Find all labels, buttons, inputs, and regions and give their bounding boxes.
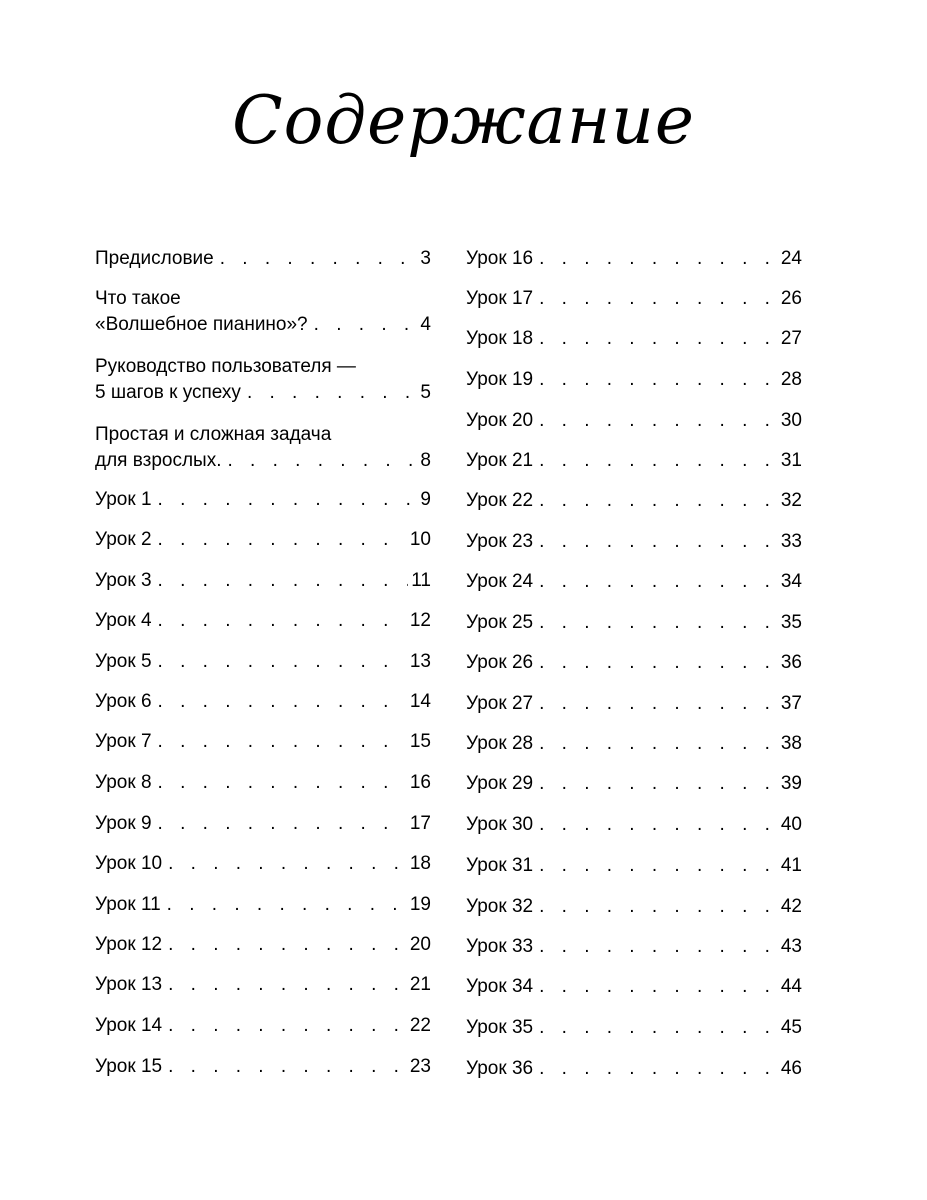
toc-entry-title: Урок 23 [466,531,534,552]
toc-leader-dots [228,448,418,474]
toc-entry-page: 44 [780,976,802,997]
toc-leader-dots [158,487,418,513]
toc-entry-lesson-33[interactable] [466,934,802,960]
toc-entry-page: 32 [780,490,802,511]
toc-entry-page: 28 [780,369,802,390]
toc-leader-dots [168,932,407,958]
toc-leader-dots [539,853,778,879]
toc-entry-page: 4 [420,314,431,335]
toc-entry-lesson-19[interactable] [466,367,802,393]
toc-entry-title: Урок 30 [466,814,534,835]
toc-entry-title: Урок 26 [466,652,534,673]
toc-entry-title: Предисловие [95,248,214,269]
toc-entry-lesson-29[interactable] [466,771,802,797]
toc-entry-title: Урок 5 [95,651,152,672]
page-title: Содержание [232,82,695,159]
toc-entry-lesson-34[interactable] [466,974,802,1000]
toc-entry-page: 3 [420,248,431,269]
toc-entry-task[interactable] [95,422,431,474]
toc-entry-title: 5 шагов к успеху [95,382,241,403]
toc-entry-title: Урок 25 [466,612,534,633]
toc-entry-lesson-17[interactable] [466,286,802,312]
toc-leader-dots [539,731,778,757]
toc-entry-lesson-5[interactable] [95,649,431,675]
toc-entry-page: 26 [780,288,802,309]
toc-leader-dots [539,771,778,797]
toc-leader-dots [168,972,407,998]
toc-entry-page: 40 [780,814,802,835]
toc-entry-page: 9 [420,489,431,510]
toc-entry-lesson-11[interactable] [95,892,431,918]
toc-entry-what-is[interactable] [95,286,431,338]
toc-entry-page: 5 [420,382,431,403]
toc-entry-title: Урок 24 [466,571,534,592]
toc-entry-lesson-6[interactable] [95,689,431,715]
toc-entry-page: 34 [780,571,802,592]
toc-leader-dots [158,527,407,553]
toc-entry-lesson-10[interactable] [95,851,431,877]
toc-entry-title: Урок 2 [95,529,152,550]
toc-entry-title: Урок 29 [466,773,534,794]
toc-entry-lesson-9[interactable] [95,811,431,837]
toc-leader-dots [158,608,407,634]
toc-entry-title: Урок 21 [466,450,534,471]
toc-entry-title: Урок 14 [95,1015,163,1036]
toc-entry-title: Урок 35 [466,1017,534,1038]
toc-leader-dots [247,380,417,406]
toc-entry-lesson-7[interactable] [95,729,431,755]
toc-entry-lesson-31[interactable] [466,853,802,879]
toc-entry-title: Урок 15 [95,1056,163,1077]
toc-leader-dots [539,367,778,393]
toc-leader-dots [539,691,778,717]
toc-leader-dots [539,650,778,676]
toc-entry-page: 38 [780,733,802,754]
toc-entry-page: 13 [409,651,431,672]
toc-entry-lesson-16[interactable] [466,246,802,272]
toc-entry-title: Урок 6 [95,691,152,712]
toc-entry-title-line1: Простая и сложная задача [95,424,332,445]
toc-entry-title: Урок 27 [466,693,534,714]
toc-leader-dots [168,1013,407,1039]
toc-entry-page: 43 [780,936,802,957]
toc-entry-lesson-15[interactable] [95,1054,431,1080]
toc-leader-dots [168,1054,407,1080]
toc-entry-page: 37 [780,693,802,714]
toc-leader-dots [539,610,778,636]
toc-entry-lesson-1[interactable] [95,487,431,513]
toc-entry-page: 22 [409,1015,431,1036]
toc-entry-lesson-12[interactable] [95,932,431,958]
toc-leader-dots [167,892,407,918]
toc-entry-title: Урок 32 [466,896,534,917]
toc-entry-title: Урок 10 [95,853,163,874]
toc-entry-title-line1: Что такое [95,288,181,309]
toc-leader-dots [158,649,407,675]
toc-entry-lesson-8[interactable] [95,770,431,796]
toc-entry-title: Урок 36 [466,1058,534,1079]
toc-entry-page: 27 [780,328,802,349]
toc-leader-dots [539,326,778,352]
toc-entry-lesson-4[interactable] [95,608,431,634]
toc-leader-dots [539,448,778,474]
toc-entry-page: 41 [780,855,802,876]
toc-entry-title: Урок 22 [466,490,534,511]
toc-entry-title: Урок 4 [95,610,152,631]
toc-entry-user-guide[interactable] [95,354,431,406]
toc-entry-lesson-14[interactable] [95,1013,431,1039]
toc-entry-lesson-36[interactable] [466,1056,802,1082]
toc-entry-lesson-23[interactable] [466,529,802,555]
toc-entry-title: Урок 11 [95,894,161,915]
toc-entry-title: Урок 1 [95,489,152,510]
toc-entry-page: 18 [409,853,431,874]
toc-entry-page: 30 [780,410,802,431]
toc-entry-lesson-13[interactable] [95,972,431,998]
toc-entry-page: 16 [409,772,431,793]
toc-leader-dots [539,408,778,434]
toc-entry-lesson-28[interactable] [466,731,802,757]
toc-entry-title: Урок 33 [466,936,534,957]
toc-leader-dots [158,811,407,837]
toc-entry-page: 35 [780,612,802,633]
toc-entry-lesson-22[interactable] [466,488,802,514]
toc-entry-page: 46 [780,1058,802,1079]
toc-entry-lesson-30[interactable] [466,812,802,838]
toc-entry-page: 10 [409,529,431,550]
toc-entry-page: 36 [780,652,802,673]
toc-leader-dots [158,689,407,715]
toc-entry-page: 14 [409,691,431,712]
toc-entry-page: 24 [780,248,802,269]
toc-entry-title: Урок 17 [466,288,534,309]
toc-entry-lesson-24[interactable] [466,569,802,595]
toc-entry-page: 23 [409,1056,431,1077]
toc-leader-dots [539,569,778,595]
toc-leader-dots [168,851,407,877]
toc-entry-lesson-20[interactable] [466,408,802,434]
toc-leader-dots [158,568,409,594]
toc-entry-page: 45 [780,1017,802,1038]
toc-entry-title: Урок 34 [466,976,534,997]
toc-leader-dots [158,729,407,755]
toc-leader-dots [539,894,778,920]
toc-entry-lesson-2[interactable] [95,527,431,553]
toc-entry-title: Урок 20 [466,410,534,431]
toc-entry-page: 31 [780,450,802,471]
toc-entry-title: Урок 18 [466,328,534,349]
toc-entry-title-line1: Руководство пользователя — [95,356,356,377]
toc-entry-page: 12 [409,610,431,631]
toc-leader-dots [539,246,778,272]
toc-entry-lesson-26[interactable] [466,650,802,676]
toc-entry-preface[interactable] [95,246,431,272]
toc-entry-title: Урок 28 [466,733,534,754]
toc-entry-title: Урок 31 [466,855,534,876]
toc-entry-lesson-18[interactable] [466,326,802,352]
toc-leader-dots [158,770,407,796]
toc-entry-page: 19 [409,894,431,915]
toc-entry-page: 33 [780,531,802,552]
toc-entry-page: 42 [780,896,802,917]
toc-entry-title: Урок 16 [466,248,534,269]
toc-leader-dots [539,488,778,514]
toc-entry-title: Урок 12 [95,934,163,955]
toc-leader-dots [314,312,418,338]
toc-entry-title: Урок 9 [95,813,152,834]
toc-entry-lesson-35[interactable] [466,1015,802,1041]
toc-entry-title: для взрослых. [95,450,222,471]
toc-entry-lesson-25[interactable] [466,610,802,636]
toc-entry-title: Урок 7 [95,731,152,752]
toc-leader-dots [220,246,418,272]
toc-entry-page: 15 [409,731,431,752]
toc-entry-lesson-3[interactable] [95,568,431,594]
toc-entry-title: Урок 19 [466,369,534,390]
toc-entry-title: «Волшебное пианино»? [95,314,308,335]
toc-leader-dots [539,974,778,1000]
toc-leader-dots [539,812,778,838]
toc-entry-page: 20 [409,934,431,955]
toc-entry-page: 17 [409,813,431,834]
toc-entry-lesson-32[interactable] [466,894,802,920]
toc-entry-lesson-21[interactable] [466,448,802,474]
toc-entry-title: Урок 8 [95,772,152,793]
toc-entry-page: 39 [780,773,802,794]
toc-entry-lesson-27[interactable] [466,691,802,717]
toc-entry-title: Урок 3 [95,570,152,591]
toc-entry-page: 21 [409,974,431,995]
toc-leader-dots [539,1015,778,1041]
toc-entry-page: 11 [411,570,431,591]
toc-leader-dots [539,934,778,960]
toc-leader-dots [539,286,778,312]
toc-entry-title: Урок 13 [95,974,163,995]
toc-entry-page: 8 [420,450,431,471]
toc-leader-dots [539,1056,778,1082]
toc-leader-dots [539,529,778,555]
